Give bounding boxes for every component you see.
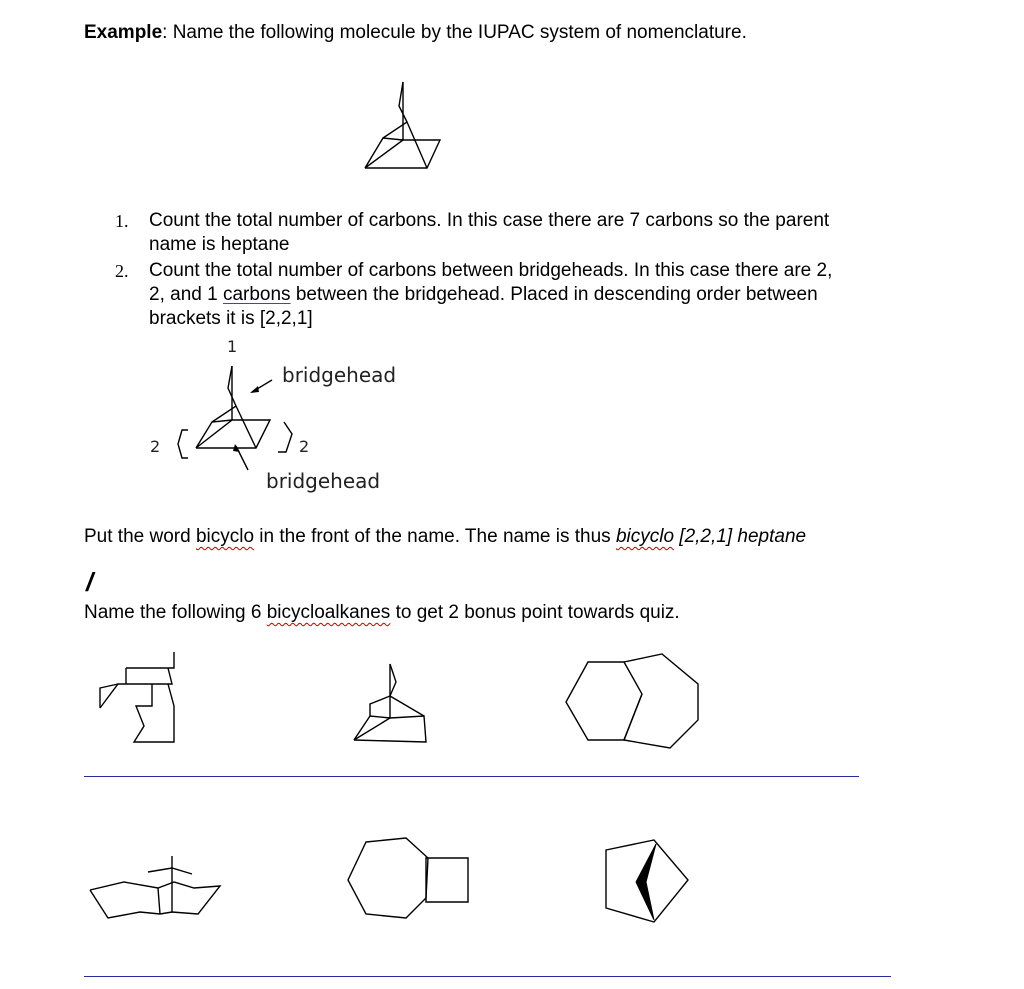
step-text: [149, 283, 929, 307]
step-text-part: 2, and 1: [149, 284, 223, 305]
step-text: Count the total number of carbons. In this case there are 7 carbons so the parent: [149, 210, 830, 231]
bridge-count-2-left: 2: [150, 437, 161, 456]
bridgehead-label-bottom: bridgehead: [266, 469, 381, 493]
carbons-word: carbons: [222, 284, 291, 305]
step-number: 2.: [115, 261, 129, 281]
steps-list: [109, 209, 929, 333]
step-text: Count the total number of carbons between bridgeheads. In this case there are 2,: [149, 260, 833, 281]
final-name: [2,2,1] heptane: [674, 526, 807, 547]
exercise-text: Name the following 6: [84, 602, 267, 623]
slash-mark: /: [86, 567, 94, 597]
example-heading: [84, 21, 747, 45]
bridge-count-1: 1: [227, 337, 238, 356]
norbornane-structure: [355, 76, 450, 176]
step-text: name is heptane: [149, 234, 290, 255]
exercise-prompt: [84, 601, 680, 625]
exercise-text: to get 2 bonus point towards quiz.: [390, 602, 680, 623]
labeled-norbornane-diagram: [160, 360, 300, 480]
answer-line-1: [84, 776, 859, 777]
step-text: brackets it is [2,2,1]: [149, 308, 313, 329]
bridge-count-2-right: 2: [299, 437, 310, 456]
bicyclo-word-italic: bicyclo: [615, 526, 675, 547]
molecule-6-structure: [602, 836, 692, 926]
step-text-part: between the bridgehead. Placed in descending order between: [290, 284, 818, 305]
step-2: [109, 259, 929, 331]
bicyclo-word: bicyclo: [195, 526, 255, 547]
step-1: [109, 209, 929, 257]
molecule-4-structure: [88, 852, 228, 922]
molecule-1-structure: [96, 650, 186, 750]
molecule-5-structure: [346, 836, 476, 926]
step-number: 1.: [115, 211, 129, 231]
example-label: Example: [84, 22, 163, 43]
molecule-3-structure: [562, 652, 702, 752]
answer-line-2: [84, 976, 891, 977]
bridgehead-label-top: bridgehead: [282, 363, 397, 387]
example-text: : Name the following molecule by the IUPAC system of nomenclature.: [162, 22, 747, 43]
conclusion-text: in the front of the name. The name is thus: [254, 526, 616, 547]
molecule-2-structure: [346, 660, 431, 750]
conclusion-line: [84, 525, 806, 549]
conclusion-text: Put the word: [84, 526, 196, 547]
bicycloalkanes-word: bicycloalkanes: [266, 602, 391, 623]
